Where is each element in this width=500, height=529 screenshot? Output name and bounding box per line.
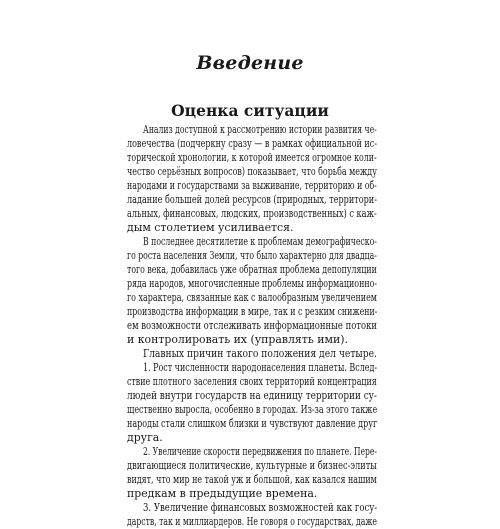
text-line: ловечества (подчеркну сразу — в рамках официальной ис- xyxy=(127,137,377,150)
text-line: го роста населения Земли, что было характерно для двадца- xyxy=(127,249,377,262)
text-line: того века, добавилась уже обратная проблема депопуляции xyxy=(127,263,377,276)
body-text xyxy=(127,123,377,529)
text-line: 3. Увеличение финансовых возможностей как госу- xyxy=(143,501,378,514)
text-line: чество серьёзных вопросов) показывает, что борьба между xyxy=(127,165,377,178)
text-line: друга. xyxy=(127,431,163,444)
text-line: Анализ доступной к рассмотрению истории развития че- xyxy=(143,123,377,136)
section-title: Оценка ситуации xyxy=(171,101,329,120)
text-line: ствие плотного заселения своих территорий концентрация xyxy=(127,375,377,388)
chapter-title: Введение xyxy=(196,52,304,74)
text-line: ряда народов, многочисленные проблемы информационно- xyxy=(127,277,378,290)
text-line: го характера, связанные как с валообразным увеличением xyxy=(127,291,377,304)
text-line: 2. Увеличение скорости передвижения по планете. Пере- xyxy=(143,445,377,458)
text-line: и контролировать их (управлять ими). xyxy=(127,333,348,346)
text-line: Главных причин такого положения дел четыре. xyxy=(143,347,377,360)
text-line: производства информации в мире, так и с резким снижени- xyxy=(127,305,378,318)
text-line: дарств, так и миллиардеров. Не говоря о государствах, даже xyxy=(127,515,377,528)
text-line: народами и государствами за выживание, территорию и об- xyxy=(127,179,377,192)
text-line: В последнее десятилетие к проблемам демографическо- xyxy=(143,235,377,248)
text-line: людей внутри государств на единицу территории су- xyxy=(127,389,377,402)
text-line: народы стали слишком близки и чувствуют давление друг xyxy=(127,417,378,430)
text-line: торической хронологии, к которой имеется огромное коли- xyxy=(127,151,377,164)
text-line: ладание большей долей ресурсов (природных, территори- xyxy=(127,193,377,206)
text-line: дым столетием усиливается. xyxy=(127,221,294,234)
text-line: 1. Рост численности народонаселения планеты. Вслед- xyxy=(143,361,378,374)
text-line: щественно выросла, особенно в городах. Из-за этого также xyxy=(127,403,378,416)
text-line: альных, финансовых, людских, производственных) с каж- xyxy=(127,207,377,220)
text-line: двигающиеся политические, культурные и бизнес-элиты xyxy=(127,459,377,472)
text-line: предкам в предыдущие времена. xyxy=(127,487,318,500)
text-line: видят, что мир не такой уж и большой, как казался нашим xyxy=(127,473,377,486)
text-line: ем возможности отслеживать информационные потоки xyxy=(127,319,377,332)
